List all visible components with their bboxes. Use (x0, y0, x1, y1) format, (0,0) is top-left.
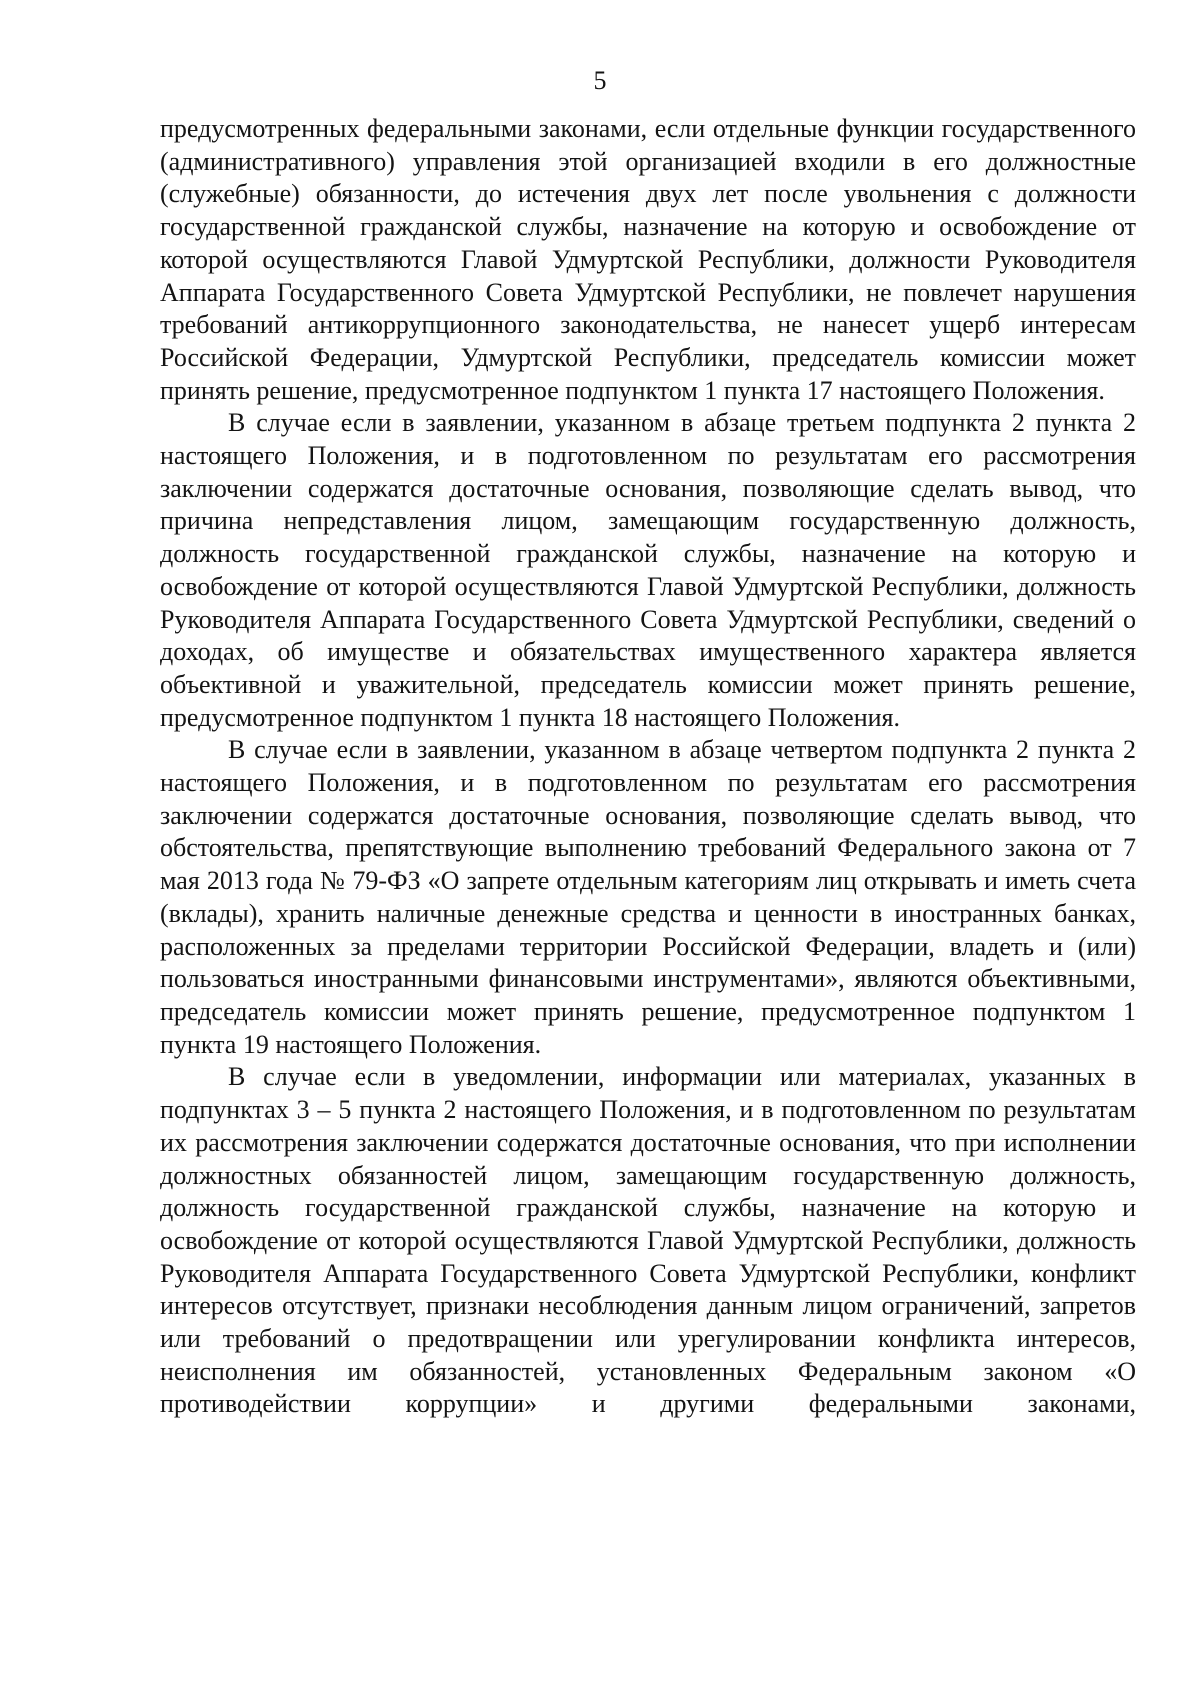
paragraph-statement-application-third: В случае если в заявлении, указанном в абзаце третьем подпункта 2 пункта 2 настоящего Положения, и в подготовленном по результатам его рассмотрения заключении содержатся достаточные основания, позволяющие сделать вывод, что причина непредставления лицом, замещающим государственную должность, должность государственной гражданской службы, назначение на которую и освобождение от которой осуществляются Главой Удмуртской Республики, должность Руководителя Аппарата Государственного Совета Удмуртской Республики, сведений о доходах, об имуществе и обязательствах имущественного характера является объективной и уважительной, председатель комиссии может принять решение, предусмотренное подпунктом 1 пункта 18 настоящего Положения. (160, 408, 1136, 732)
paragraph-notification-materials: В случае если в уведомлении, информации или материалах, указанных в подпунктах 3 – 5 пункта 2 настоящего Положения, и в подготовленном по результатам их рассмотрения заключении содержатся достаточные основания, что при исполнении должностных обязанностей лицом, замещающим государственную должность, должность государственной гражданской службы, назначение на которую и освобождение от которой осуществляются Главой Удмуртской Республики, должность Руководителя Аппарата Государственного Совета Удмуртской Республики, конфликт интересов отсутствует, признаки несоблюдения данным лицом ограничений, запретов или требований о предотвращении или урегулировании конфликта интересов, неисполнения им обязанностей, установленных Федеральным законом «О противодействии коррупции» и другими федеральными законами, (160, 1062, 1136, 1419)
paragraph-statement-application-fourth: В случае если в заявлении, указанном в абзаце четвертом подпункта 2 пункта 2 настоящего Положения, и в подготовленном по результатам его рассмотрения заключении содержатся достаточные основания, позволяющие сделать вывод, что обстоятельства, препятствующие выполнению требований Федерального закона от 7 мая 2013 года № 79-ФЗ «О запрете отдельным категориям лиц открывать и иметь счета (вклады), хранить наличные денежные средства и ценности в иностранных банках, расположенных за пределами территории Российской Федерации, владеть и (или) пользоваться иностранными финансовыми инструментами», являются объективными, председатель комиссии может принять решение, предусмотренное подпунктом 1 пункта 19 настоящего Положения. (160, 735, 1136, 1059)
page-number: 5 (593, 66, 607, 95)
paragraph-continuation: предусмотренных федеральными законами, если отдельные функции государственного (административного) управления этой организацией входили в его должностные (служебные) обязанности, до истечения двух лет после увольнения с должности государственной гражданской службы, назначение на которую и освобождение от которой осуществляются Главой Удмуртской Республики, должности Руководителя Аппарата Государственного Совета Удмуртской Республики, не повлечет нарушения требований антикоррупционного законодательства, не нанесет ущерб интересам Российской Федерации, Удмуртской Республики, председатель комиссии может принять решение, предусмотренное подпунктом 1 пункта 17 настоящего Положения. (160, 114, 1136, 405)
document-body (160, 113, 1136, 1421)
